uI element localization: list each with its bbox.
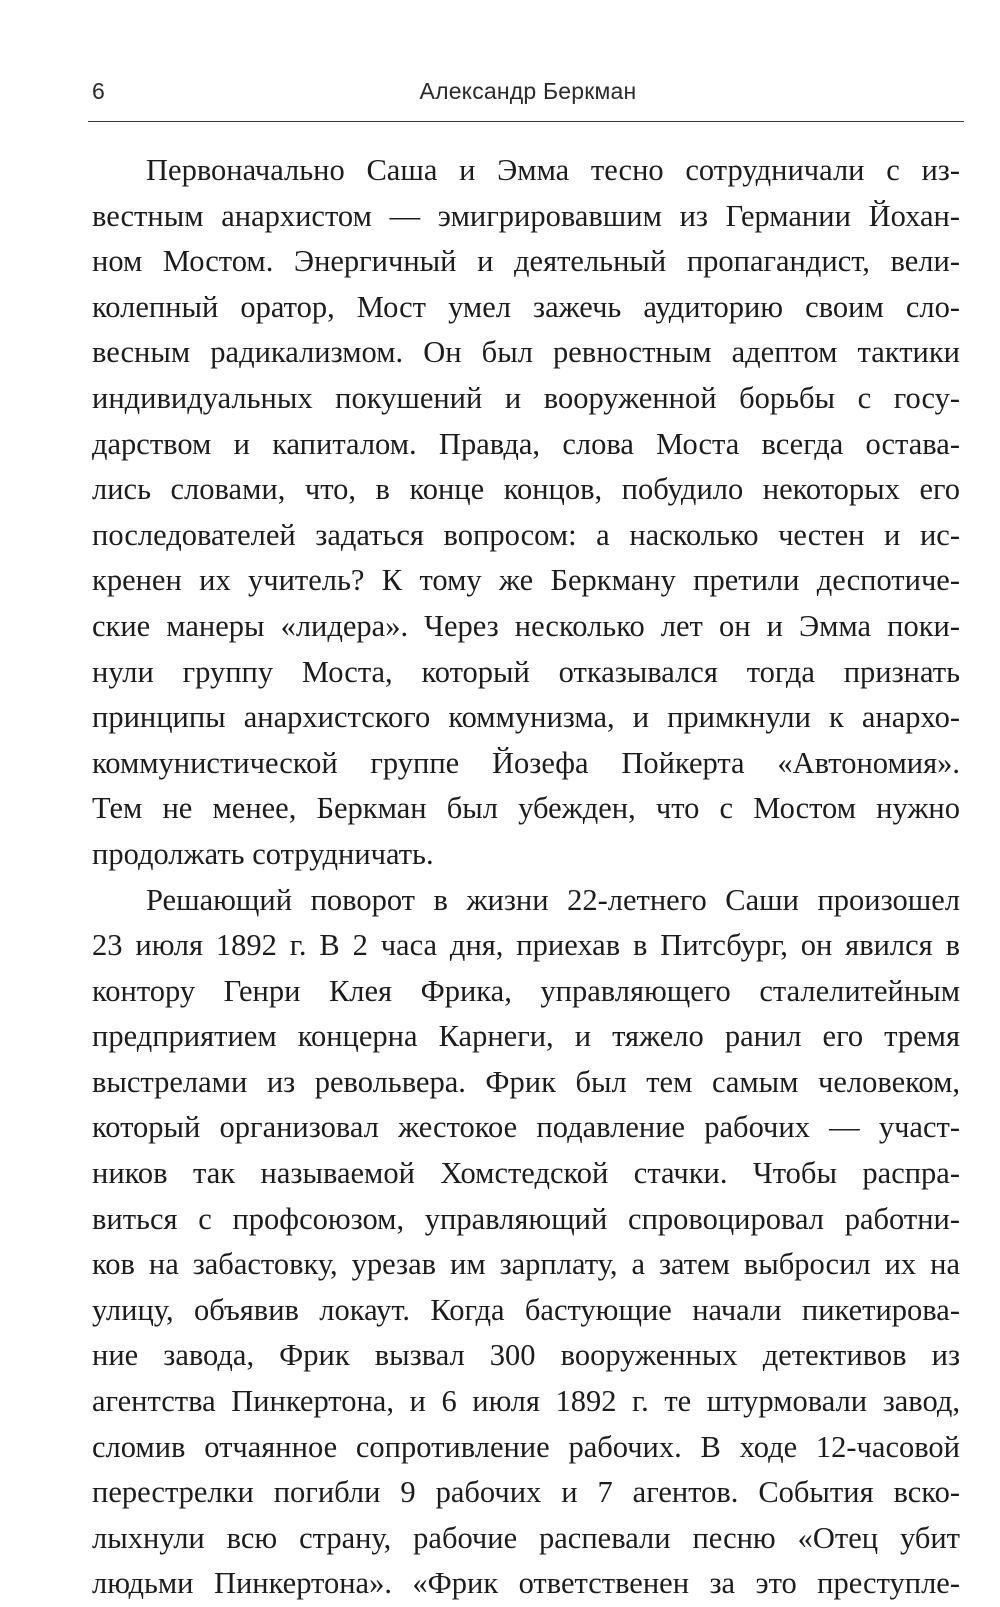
text-line: индивидуальных покушений и вооруженной борьбы с госу- — [92, 376, 960, 422]
page-number: 6 — [92, 78, 105, 105]
text-line: весным радикализмом. Он был ревностным адептом тактики — [92, 330, 960, 376]
text-line: который организовал жестокое подавление рабочих — участ- — [92, 1105, 960, 1151]
text-line: ников так называемой Хомстедской стачки. Чтобы распра- — [92, 1151, 960, 1197]
text-line: ние завода, Фрик вызвал 300 вооруженных детективов из — [92, 1333, 960, 1379]
header-divider — [88, 121, 964, 122]
text-line: Первоначально Саша и Эмма тесно сотрудничали с из- — [92, 148, 960, 194]
text-line: лись словами, что, в конце концов, побудило некоторых его — [92, 467, 960, 513]
running-head: Александр Беркман — [92, 78, 964, 105]
text-line: предприятием концерна Карнеги, и тяжело ранил его тремя — [92, 1014, 960, 1060]
text-line: нули группу Моста, который отказывался тогда признать — [92, 650, 960, 696]
text-line: последователей задаться вопросом: а насколько честен и ис- — [92, 513, 960, 559]
text-line: продолжать сотрудничать. — [92, 832, 960, 878]
text-line: людьми Пинкертона». «Фрик ответственен за это преступле- — [92, 1561, 960, 1607]
text-line: агентства Пинкертона, и 6 июля 1892 г. те штурмовали завод, — [92, 1379, 960, 1425]
paragraph — [92, 878, 960, 1607]
page-header — [92, 78, 964, 114]
text-line: лыхнули всю страну, рабочие распевали песню «Отец убит — [92, 1516, 960, 1562]
text-line: кренен их учитель? К тому же Беркману претили деспотиче- — [92, 558, 960, 604]
text-line: ном Мостом. Энергичный и деятельный пропагандист, вели- — [92, 239, 960, 285]
body-text — [92, 148, 960, 1607]
text-line: колепный оратор, Мост умел зажечь аудиторию своим сло- — [92, 285, 960, 331]
text-line: дарством и капиталом. Правда, слова Моста всегда остава- — [92, 422, 960, 468]
text-line: ские манеры «лидера». Через несколько лет он и Эмма поки- — [92, 604, 960, 650]
text-line: 23 июля 1892 г. В 2 часа дня, приехав в Питсбург, он явился в — [92, 923, 960, 969]
text-line: коммунистической группе Йозефа Пойкерта «Автономия». — [92, 741, 960, 787]
text-line: ков на забастовку, урезав им зарплату, а затем выбросил их на — [92, 1242, 960, 1288]
text-line: принципы анархистского коммунизма, и примкнули к анархо- — [92, 695, 960, 741]
text-line: сломив отчаянное сопротивление рабочих. В ходе 12-часовой — [92, 1425, 960, 1471]
text-line: выстрелами из револьвера. Фрик был тем самым человеком, — [92, 1060, 960, 1106]
text-line: виться с профсоюзом, управляющий спровоцировал работни- — [92, 1197, 960, 1243]
text-line: перестрелки погибли 9 рабочих и 7 агентов. События вско- — [92, 1470, 960, 1516]
text-line: контору Генри Клея Фрика, управляющего сталелитейным — [92, 969, 960, 1015]
text-line: улицу, объявив локаут. Когда бастующие начали пикетирова- — [92, 1288, 960, 1334]
text-line: Тем не менее, Беркман был убежден, что с Мостом нужно — [92, 786, 960, 832]
text-line: вестным анархистом — эмигрировавшим из Германии Йохан- — [92, 194, 960, 240]
paragraph — [92, 148, 960, 878]
text-line: Решающий поворот в жизни 22-летнего Саши произошел — [92, 878, 960, 924]
